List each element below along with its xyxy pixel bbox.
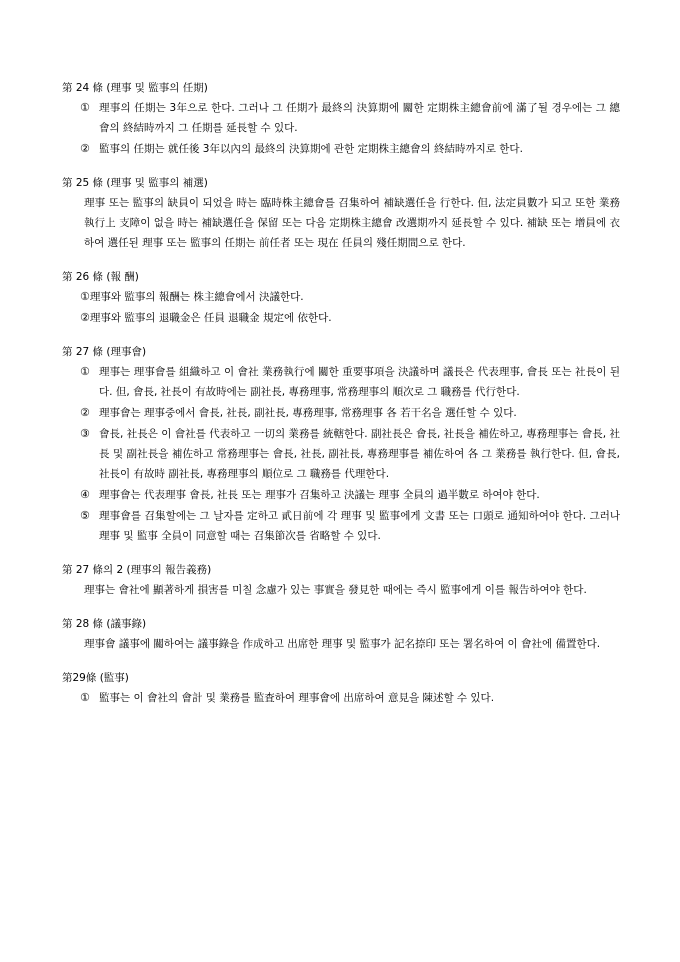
article-heading: 第29條 (監事)	[62, 672, 129, 684]
article-item	[62, 98, 620, 138]
article-item	[62, 403, 620, 423]
article-25	[62, 174, 620, 253]
item-text: 監事의 任期는 就任後 3年以內의 最終의 決算期에 관한 定期株主總會의 終結時까지로 한다.	[99, 143, 523, 155]
article-heading: 第 26 條 (報 酬)	[62, 271, 139, 283]
item-number: ①	[80, 101, 90, 114]
article-heading: 第 28 條 (議事錄)	[62, 618, 147, 630]
article-item	[62, 362, 620, 402]
article-item	[62, 688, 620, 708]
item-number: ③	[80, 427, 90, 440]
article-paragraph: 理事는 會社에 顯著하게 損害를 미칠 念慮가 있는 事實을 發見한 때에는 즉시 監事에게 이를 報告하여야 한다.	[84, 584, 587, 596]
item-number: ①	[80, 365, 90, 378]
item-number: ②	[80, 311, 90, 324]
article-item	[62, 485, 620, 505]
article-26	[62, 268, 620, 328]
article-paragraph: 理事會 議事에 關하여는 議事錄을 作成하고 出席한 理事 및 監事가 記名捺印 또는 署名하여 이 會社에 備置한다.	[84, 638, 601, 650]
item-text: 理事會는 理事중에서 會長, 社長, 副社長, 專務理事, 常務理事 各 若干名을 選任할 수 있다.	[99, 407, 517, 419]
item-number: ④	[80, 488, 90, 501]
article-heading: 第 27 條 (理事會)	[62, 346, 147, 358]
item-text: 理事의 任期는 3年으로 한다. 그러나 그 任期가 最終의 決算期에 關한 定期株主總會前에 滿了될 경우에는 그 總會의 終結時까지 그 任期를 延長할 수 있다.	[99, 102, 620, 134]
item-text: 理事와 監事의 報酬는 株主總會에서 決議한다.	[89, 291, 304, 303]
article-27-2	[62, 561, 620, 600]
article-29	[62, 669, 620, 708]
item-number: ⑤	[80, 509, 90, 522]
article-paragraph: 理事 또는 監事의 缺員이 되었을 時는 臨時株主總會를 召集하여 補缺選任을 行한다. 但, 法定員數가 되고 또한 業務執行上 支障이 없을 時는 補缺選任을 保留 또는 다음 定期株主總會 改選期까지 延長할 수 있다. 補缺 또는 增員에 衣하여 選任된 理事 또는 監事의 任期는 前任者 또는 現在 任員의 殘任期間으로 한다.	[84, 197, 620, 249]
item-number: ②	[80, 142, 90, 155]
article-item	[62, 287, 620, 307]
item-text: 監事는 이 會社의 會計 및 業務를 監査하여 理事會에 出席하여 意見을 陳述할 수 있다.	[99, 692, 495, 704]
item-text: 會長, 社長은 이 會社를 代表하고 一切의 業務를 統轄한다. 副社長은 會長, 社長을 補佐하고, 專務理事는 會長, 社長 및 副社長을 補佐하고 常務理事는 會長, 社長, 副社長, 專務理事를 補佐하여 各 그 業務를 執行한다. 但, 會長, 社長이 有故時 副社長, 專務理事의 順位로 그 職務를 代理한다.	[99, 428, 620, 480]
article-item	[62, 139, 620, 159]
article-heading: 第 24 條 (理事 및 監事의 任期)	[62, 82, 208, 94]
item-number: ①	[80, 290, 90, 303]
article-heading: 第 25 條 (理事 및 監事의 補選)	[62, 177, 208, 189]
article-item	[62, 506, 620, 546]
item-number: ②	[80, 406, 90, 419]
item-number: ①	[80, 691, 90, 704]
article-24	[62, 79, 620, 159]
article-item	[62, 424, 620, 484]
article-27	[62, 343, 620, 546]
item-text: 理事會는 代表理事 會長, 社長 또는 理事가 召集하고 決議는 理事 全員의 過半數로 하여야 한다.	[99, 489, 540, 501]
article-28	[62, 615, 620, 654]
item-text: 理事會를 召集할에는 그 날자를 定하고 貳日前에 각 理事 및 監事에게 文書 또는 口頭로 通知하여야 한다. 그러나 理事 및 監事 全員이 同意할 때는 召集節次를 省略할 수 있다.	[99, 510, 620, 542]
article-item	[62, 308, 620, 328]
article-heading: 第 27 條의 2 (理事의 報告義務)	[62, 564, 212, 576]
item-text: 理事는 理事會를 組織하고 이 會社 業務執行에 關한 重要事項을 決議하며 議長은 代表理事, 會長 또는 社長이 된다. 但, 會長, 社長이 有故時에는 副社長, 專務理事, 常務理事의 順次로 그 職務를 代行한다.	[99, 366, 620, 398]
item-text: 理事와 監事의 退職金은 任員 退職金 規定에 依한다.	[89, 312, 332, 324]
